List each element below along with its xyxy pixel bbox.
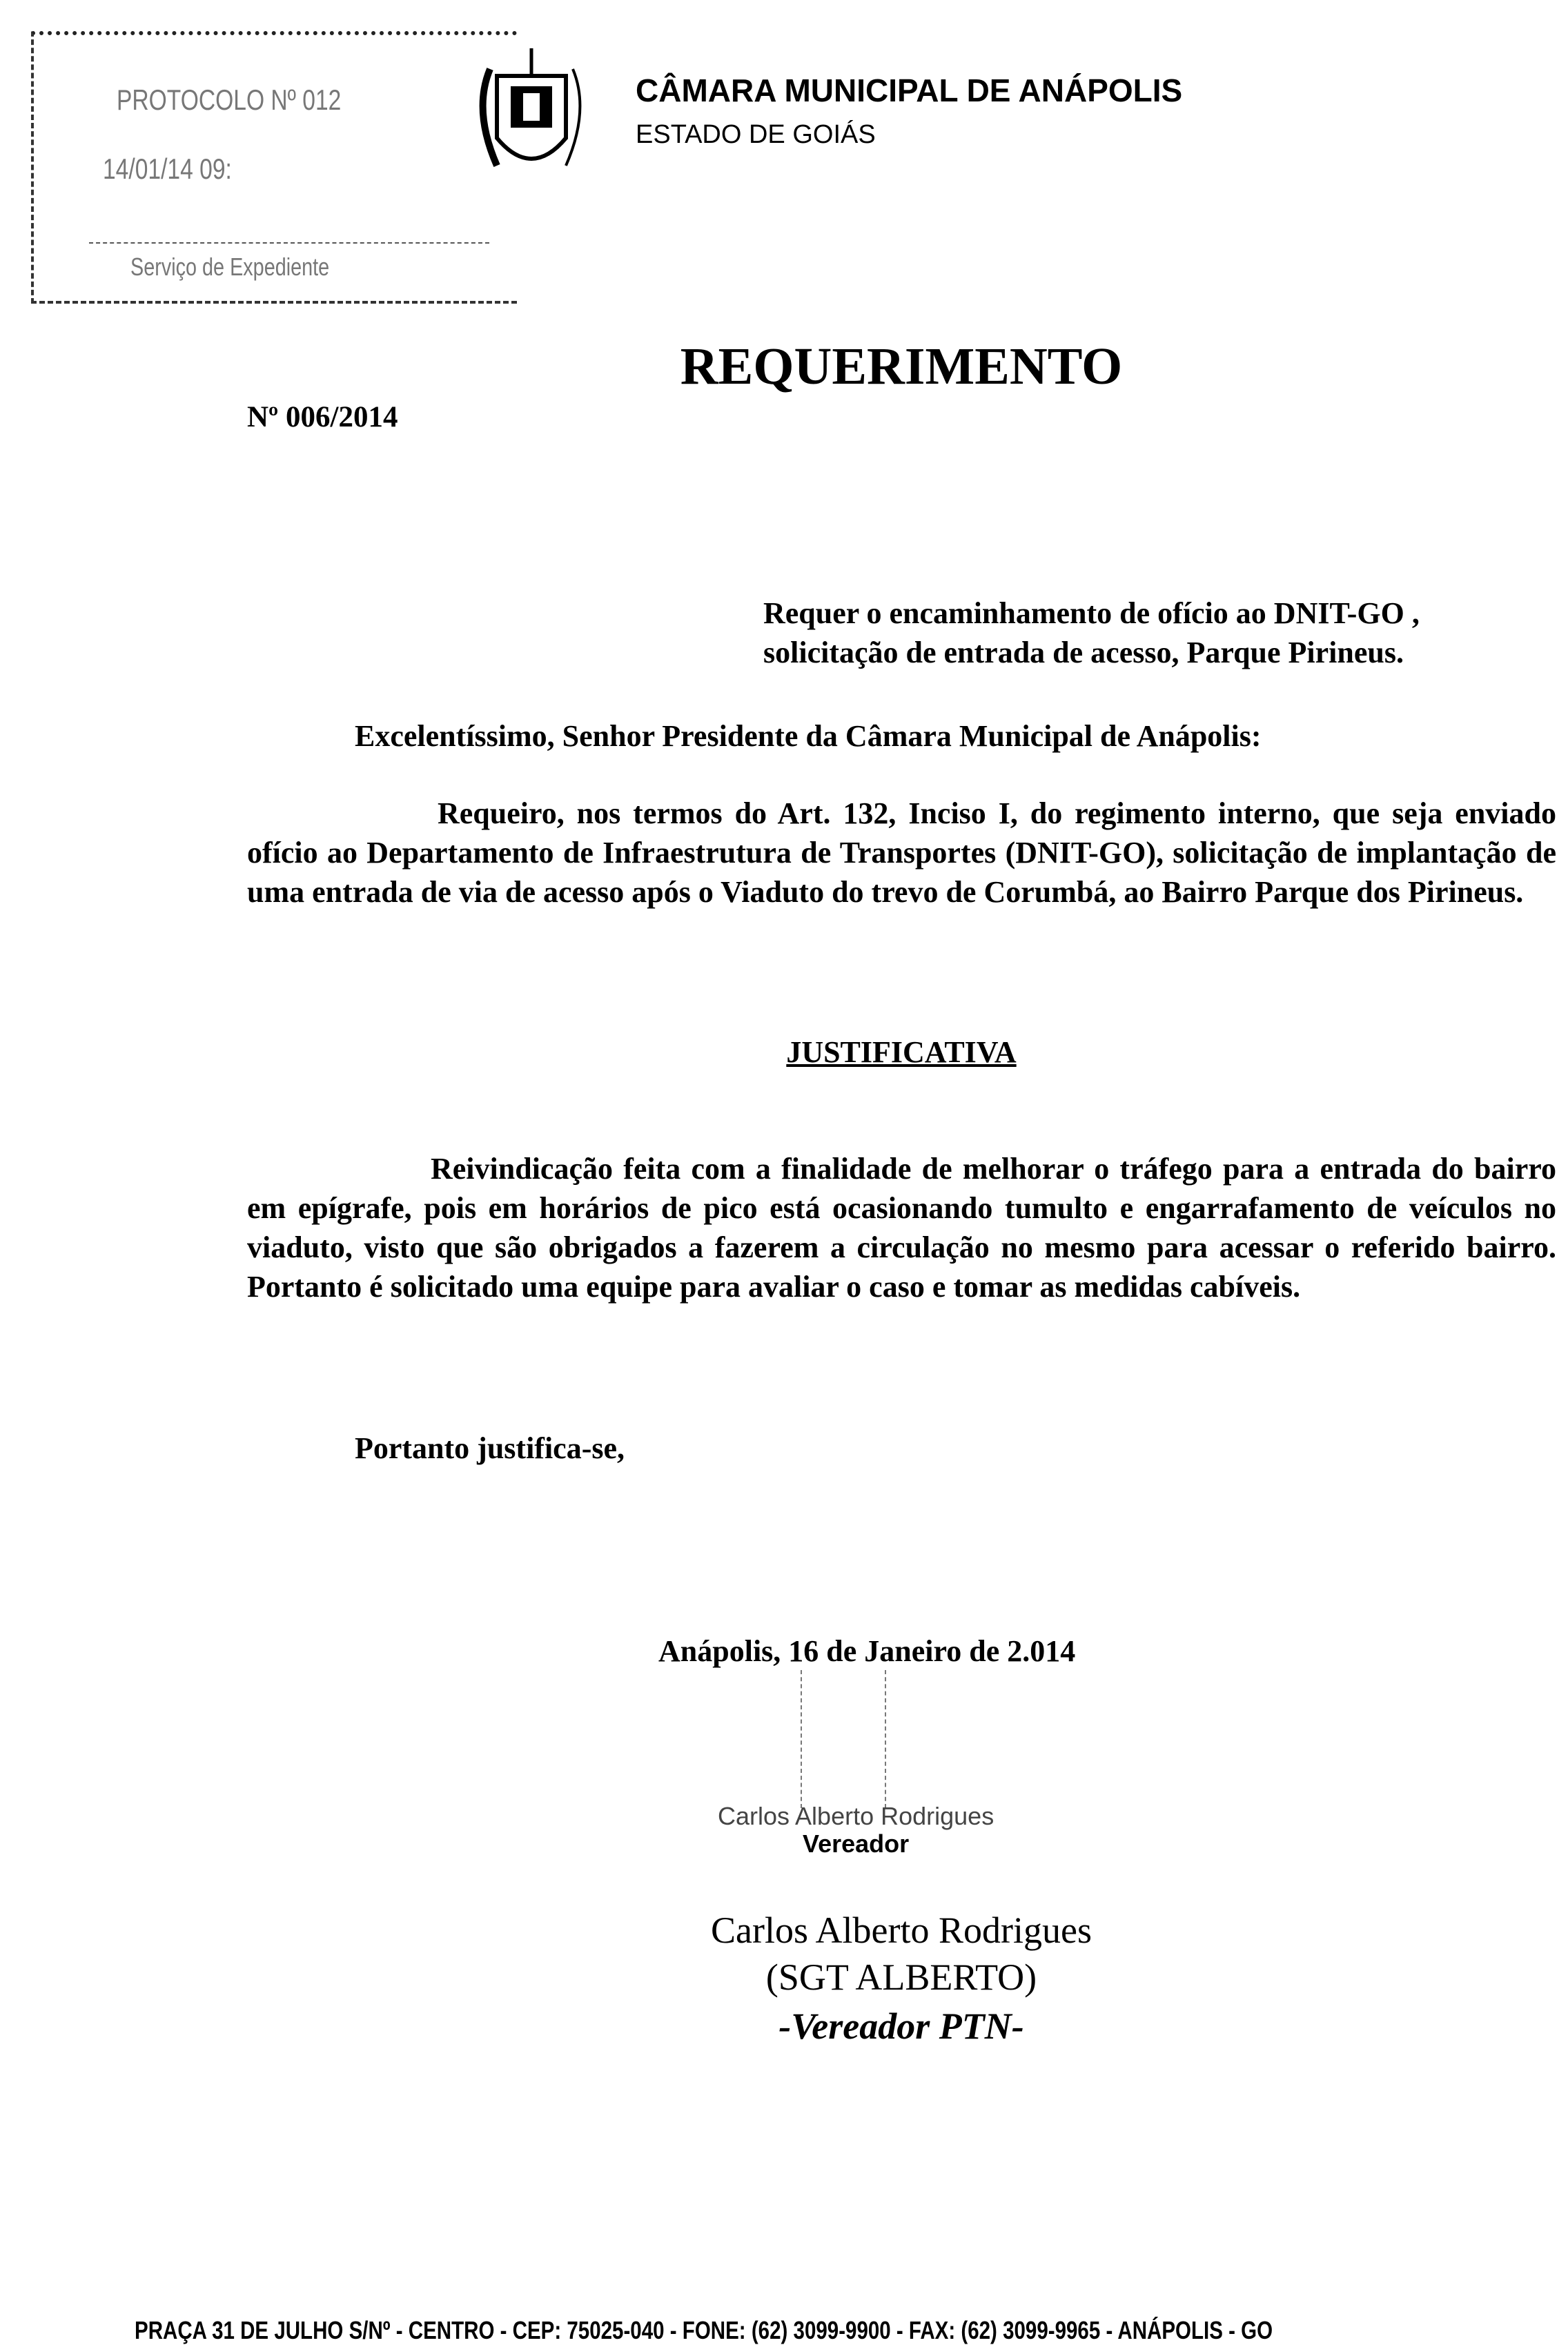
justification-heading: JUSTIFICATIVA (786, 1035, 1017, 1069)
handwritten-signature (801, 1670, 886, 1808)
stamp-department: Serviço de Expediente (130, 253, 330, 281)
stamp-divider (89, 242, 489, 244)
signer-name: Carlos Alberto Rodrigues (711, 1910, 1092, 1951)
document-title: REQUERIMENTO (680, 337, 1123, 395)
signature-stamp-role: Vereador (803, 1829, 910, 1858)
summary (763, 593, 1420, 672)
summary-line: solicitação de entrada de acesso, Parque Pirineus. (763, 636, 1404, 669)
signature-stamp (718, 1803, 994, 1858)
footer-address: PRAÇA 31 DE JULHO S/Nº - CENTRO - CEP: 75025-040 - FONE: (62) 3099-9900 - FAX: (62) 3099-9965 - ANÁPOLIS - GO (135, 2316, 1273, 2344)
salutation: Excelentíssimo, Senhor Presidente da Câmara Municipal de Anápolis: (355, 719, 1262, 753)
document-number: Nº 006/2014 (247, 401, 398, 433)
stamp-date: 14/01/14 09: (103, 153, 232, 185)
stamp-protocol-number: PROTOCOLO Nº 012 (117, 84, 342, 116)
summary-line: Requer o encaminhamento de ofício ao DNIT-GO , (763, 596, 1420, 630)
signer-role: -Vereador PTN- (778, 2005, 1024, 2047)
request-paragraph: Requeiro, nos termos do Art. 132, Inciso I, do regimento interno, que seja enviado ofício ao Departamento de Infraestrutura de Transportes (DNIT-GO), solicitação de implantação de uma entrada de via de acesso após o Viaduto do trevo de Corumbá, ao Bairro Parque dos Pirineus. (247, 796, 1556, 909)
closing: Portanto justifica-se, (355, 1431, 625, 1465)
date-line: Anápolis, 16 de Janeiro de 2.014 (658, 1634, 1076, 1668)
institution-state: ESTADO DE GOIÁS (636, 120, 876, 149)
signature-stamp-name: Carlos Alberto Rodrigues (718, 1802, 994, 1830)
institution-name: CÂMARA MUNICIPAL DE ANÁPOLIS (636, 72, 1183, 108)
justification-paragraph: Reivindicação feita com a finalidade de melhorar o tráfego para a entrada do bairro em epígrafe, pois em horários de pico está ocasionando tumulto e engarrafamento de veículos no viaduto, visto que são obrigados a fazerem a circulação no mesmo para acessar o referido bairro. Portanto é solicitado uma equipe para avaliar o caso e tomar as medidas cabíveis. (247, 1152, 1556, 1304)
crest-logo (469, 48, 594, 186)
protocol-stamp (31, 31, 517, 304)
signer-nickname: (SGT ALBERTO) (765, 1956, 1037, 1998)
